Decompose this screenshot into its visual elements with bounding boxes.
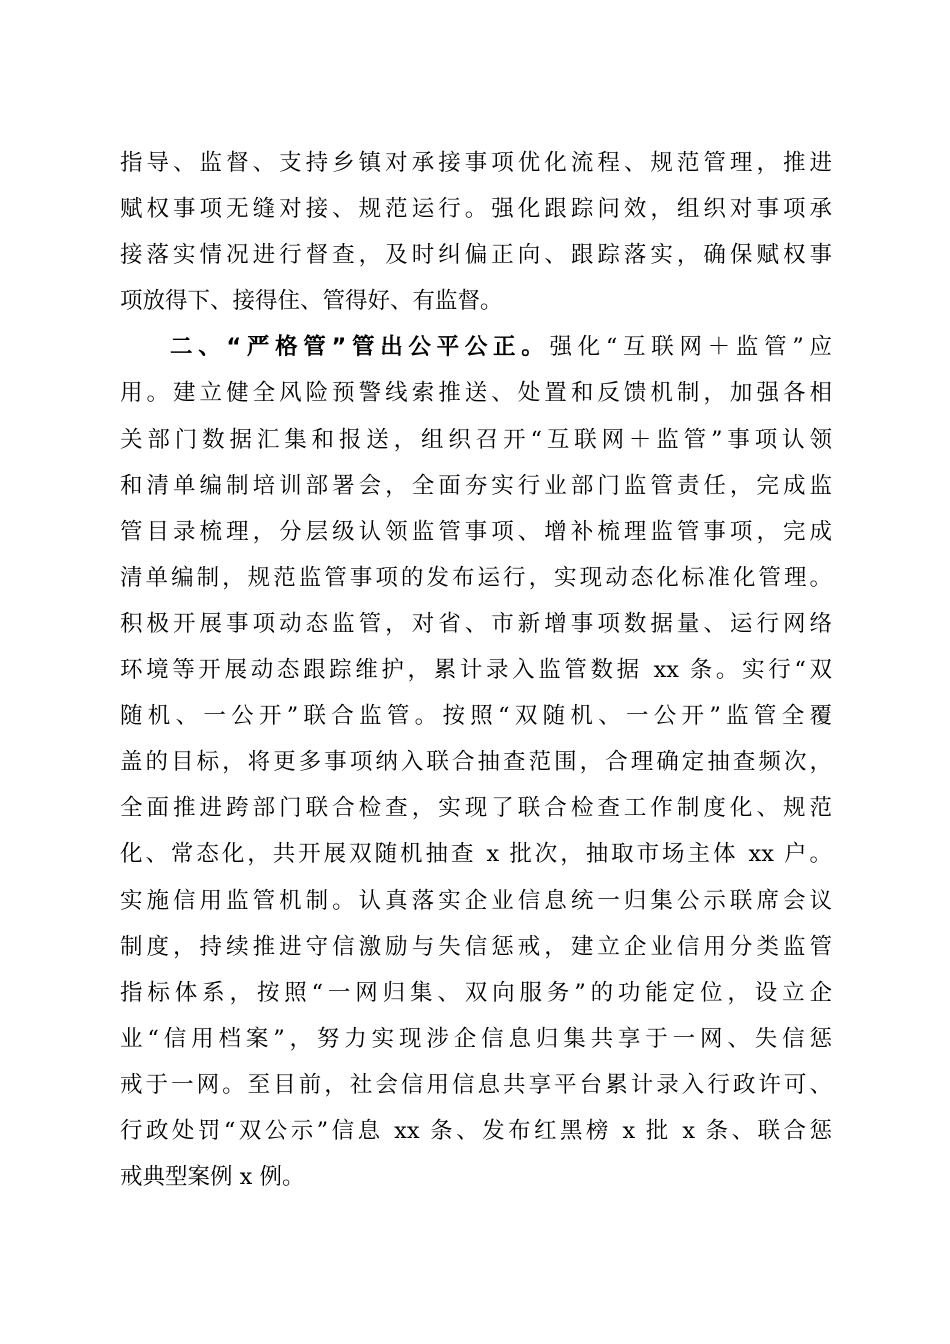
text-line: 随机、一公开”联合监管。按照“双随机、一公开”监管全覆: [120, 703, 832, 730]
text-line: 业“信用档案”，努力实现涉企信息归集共享于一网、失信惩: [120, 1025, 832, 1052]
text-line: 赋权事项无缝对接、规范运行。强化跟踪问效，组织对事项承: [120, 196, 832, 223]
text-line: 清单编制，规范监管事项的发布运行，实现动态化标准化管理。: [120, 564, 832, 591]
text-line: 戒典型案例 x 例。: [120, 1164, 305, 1191]
text-line: 化、常态化，共开展双随机抽查 x 批次，抽取市场主体 xx 户。: [120, 841, 832, 868]
text-line: 和清单编制培训部署会，全面夯实行业部门监管责任，完成监: [120, 472, 832, 499]
text-line: 接落实情况进行督查，及时纠偏正向、跟踪落实，确保赋权事: [120, 242, 832, 269]
text-line: 盖的目标，将更多事项纳入联合抽查范围，合理确定抽查频次，: [120, 749, 832, 776]
text-run: 强化“互联网＋监管”应: [549, 334, 833, 361]
text-line: 关部门数据汇集和报送，组织召开“互联网＋监管”事项认领: [120, 426, 832, 453]
paragraph-1: [120, 140, 832, 324]
text-line: 指导、监督、支持乡镇对承接事项优化流程、规范管理，推进: [120, 150, 832, 176]
document-body: [120, 140, 832, 1200]
section-heading: 二、“严格管”管出公平公正。: [170, 334, 550, 361]
text-line: 积极开展事项动态监管，对省、市新增事项数据量、运行网络: [120, 610, 832, 637]
text-line: 行政处罚“双公示”信息 xx 条、发布红黑榜 x 批 x 条、联合惩: [120, 1117, 832, 1144]
text-line: 项放得下、接得住、管得好、有监督。: [120, 288, 503, 315]
text-line: 实施信用监管机制。认真落实企业信息统一归集公示联席会议: [120, 887, 832, 914]
text-line: 用。建立健全风险预警线索推送、处置和反馈机制，加强各相: [120, 380, 832, 407]
text-line: 指标体系，按照“一网归集、双向服务”的功能定位，设立企: [120, 979, 832, 1006]
text-line: 全面推进跨部门联合检查，实现了联合检查工作制度化、规范: [120, 795, 832, 822]
paragraph-2: [120, 324, 832, 1200]
paragraph-first-line: [120, 324, 832, 370]
text-line: 制度，持续推进守信激励与失信惩戒，建立企业信用分类监管: [120, 933, 832, 960]
text-line: 戒于一网。至目前，社会信用信息共享平台累计录入行政许可、: [120, 1071, 832, 1098]
text-line: 管目录梳理，分层级认领监管事项、增补梳理监管事项，完成: [120, 518, 832, 545]
text-line: 环境等开展动态跟踪维护，累计录入监管数据 xx 条。实行“双: [120, 657, 832, 684]
